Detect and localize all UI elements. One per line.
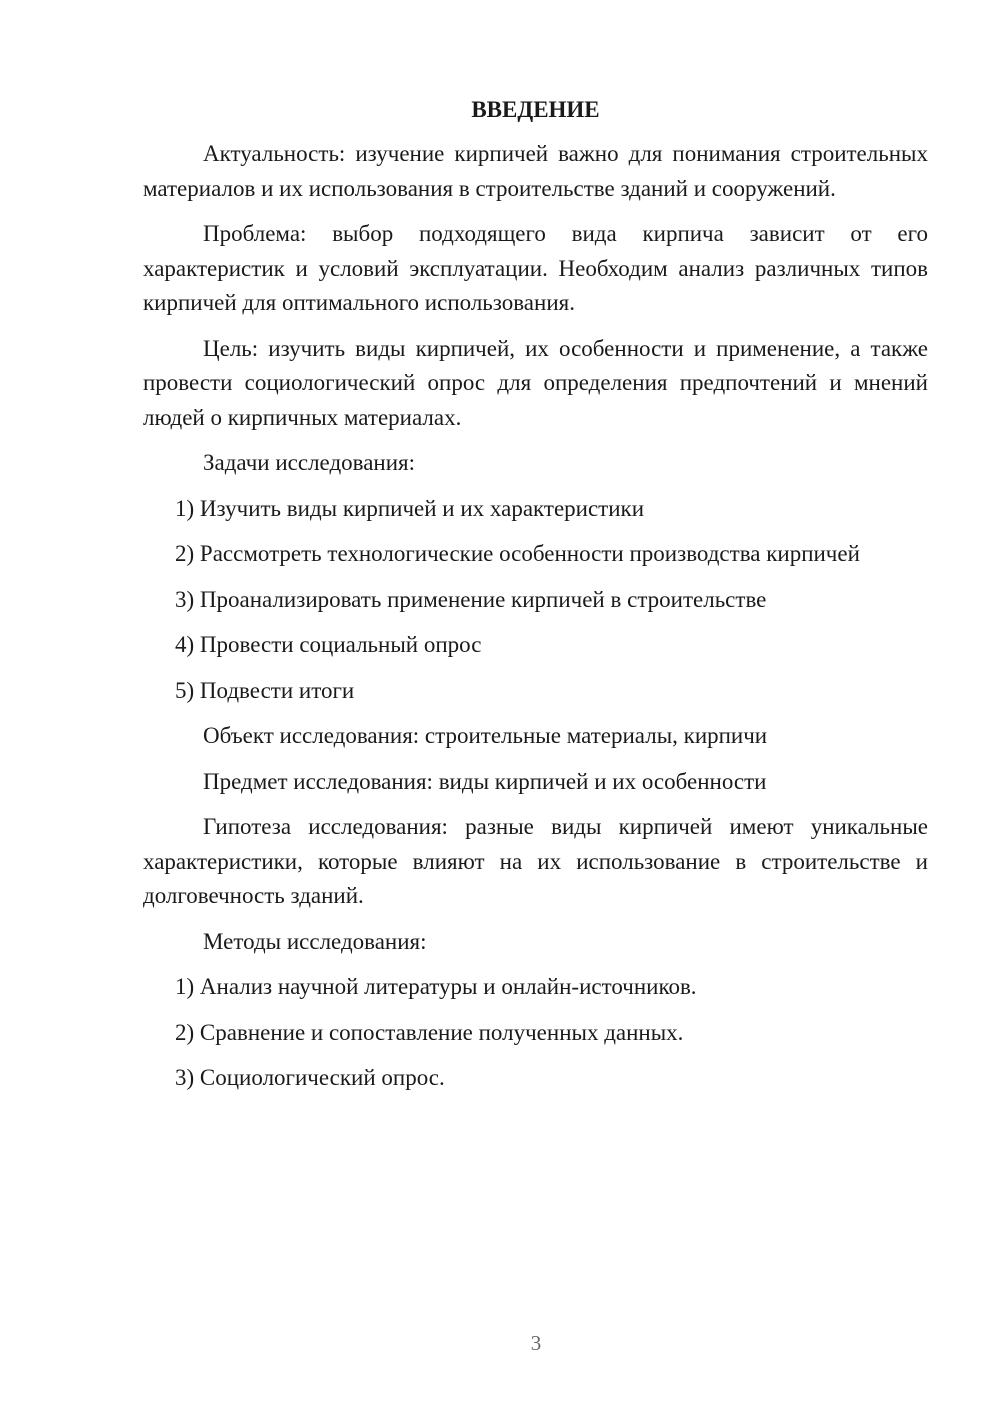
task-item: 5) Подвести итоги	[175, 677, 355, 703]
goal-paragraph: Цель: изучить виды кирпичей, их особенности и применение, а также провести социологический опрос для определения предпочтений и мнений людей о кирпичных материалах.	[143, 335, 928, 430]
task-item: 1) Изучить виды кирпичей и их характеристики	[175, 495, 645, 521]
relevance-paragraph: Актуальность: изучение кирпичей важно для понимания строительных материалов и их использования в строительстве зданий и сооружений.	[143, 141, 928, 201]
task-item: 2) Рассмотреть технологические особенности производства кирпичей	[175, 541, 860, 566]
method-item: 3) Социологический опрос.	[175, 1065, 445, 1090]
tasks-heading: Задачи исследования:	[203, 450, 416, 475]
method-item: 2) Сравнение и сопоставление полученных данных.	[175, 1019, 684, 1045]
object-paragraph: Объект исследования: строительные материалы, кирпичи	[203, 723, 768, 748]
section-title: ВВЕДЕНИЕ	[471, 97, 600, 122]
problem-paragraph: Проблема: выбор подходящего вида кирпича зависит от его характеристик и условий эксплуатации. Необходим анализ различных типов кирпичей для оптимального использования.	[143, 221, 928, 315]
page-content	[143, 93, 928, 1107]
task-item: 3) Проанализировать применение кирпичей в строительстве	[175, 586, 767, 612]
page-number: 3	[530, 1331, 542, 1355]
hypothesis-paragraph: Гипотеза исследования: разные виды кирпичей имеют уникальные характеристики, которые влияют на их использование в строительстве и долговечность зданий.	[143, 814, 928, 908]
methods-heading: Методы исследования:	[203, 928, 427, 954]
task-item: 4) Провести социальный опрос	[175, 632, 482, 657]
method-item: 1) Анализ научной литературы и онлайн-источников.	[175, 974, 697, 999]
subject-paragraph: Предмет исследования: виды кирпичей и их особенности	[203, 768, 767, 794]
